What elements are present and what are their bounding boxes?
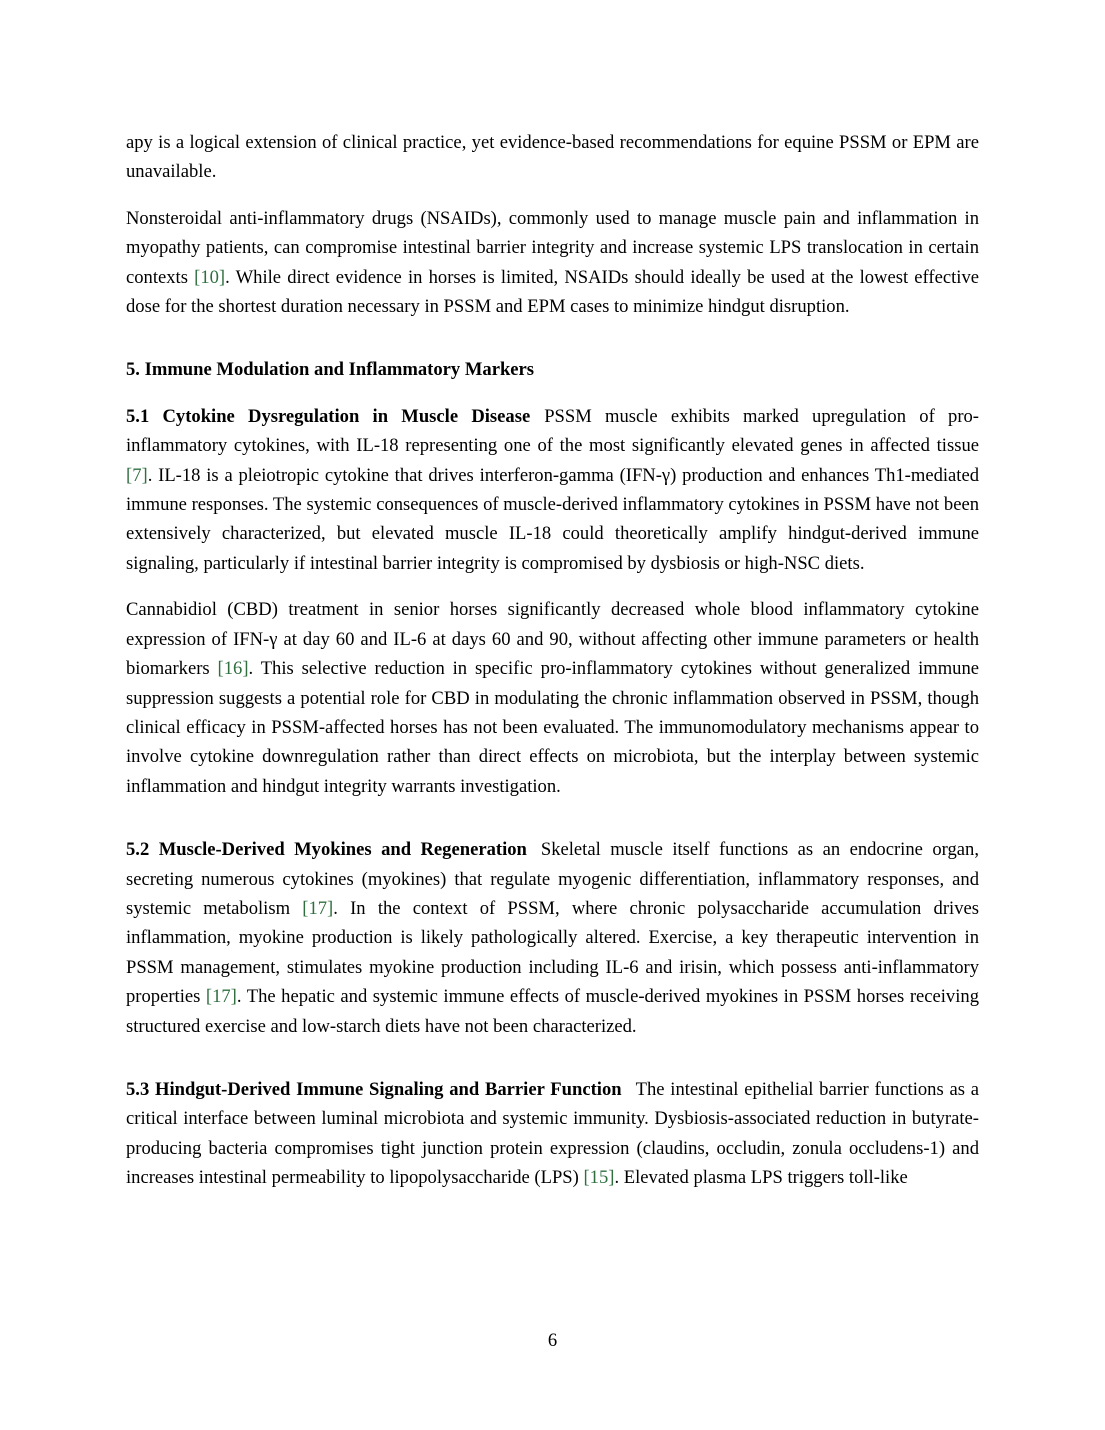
subsection-5-3-text-part-1: The intestinal epithelial barrier functions as a critical interface between luminal microbiota and systemic immunity. Dysbiosis-associated reduction in butyrate-producing bacteria compromises tight junction protein expression (claudins, occludin, zonula occludens-1) and increases intestinal permeability to lipopolysaccharide (LPS)	[126, 1078, 979, 1189]
subsection-5-3-title: 5.3 Hindgut-Derived Immune Signaling and Barrier Function	[126, 1078, 622, 1100]
section-spacer	[126, 321, 979, 355]
paragraph-text-part-1: Cannabidiol (CBD) treatment in senior horses significantly decreased whole blood inflammatory cytokine expression of IFN-γ at day 60 and IL-6 at days 60 and 90, without affecting other immune parameters or health biomarkers	[126, 599, 979, 680]
subsection-5-1-title: 5.1 Cytokine Dysregulation in Muscle Disease	[126, 405, 531, 427]
paragraph-spacer	[126, 187, 979, 204]
citation-link-15[interactable]: [15]	[583, 1167, 615, 1189]
paragraph-spacer	[126, 578, 979, 595]
subsection-5-2-text-part-3: . The hepatic and systemic immune effects of muscle-derived myokines in PSSM horses receiving structured exercise and low-starch diets have not been characterized.	[126, 986, 979, 1037]
page-number: 6	[547, 1330, 558, 1351]
citation-link-17-second[interactable]: [17]	[205, 986, 237, 1008]
subsection-5-1-text-part-1: PSSM muscle exhibits marked upregulation of pro-inflammatory cytokines, with IL-18 representing one of the most significantly elevated genes in affected tissue	[126, 405, 979, 457]
page-content	[126, 128, 979, 1193]
subsection-5-3	[126, 1075, 979, 1193]
paragraph-text-part-1: Nonsteroidal anti-inflammatory drugs (NSAIDs), commonly used to manage muscle pain and inflammation in myopathy patients, can compromise intestinal barrier integrity and increase systemic LPS translocation in certain contexts	[126, 207, 979, 288]
heading-spacer	[126, 385, 979, 402]
subsection-5-2-text-part-1: Skeletal muscle itself functions as an endocrine organ, secreting numerous cytokines (myokines) that regulate myogenic differentiation, inflammatory responses, and systemic metabolism	[126, 839, 979, 919]
subsection-5-1-text-part-2: . IL-18 is a pleiotropic cytokine that drives interferon-gamma (IFN-γ) production and enhances Th1-mediated immune responses. The systemic consequences of muscle-derived inflammatory cytokines in PSSM have not been extensively characterized, but elevated muscle IL-18 could theoretically amplify hindgut-derived immune signaling, particularly if intestinal barrier integrity is compromised by dysbiosis or high-NSC diets.	[126, 464, 979, 574]
paragraph-nsaids	[126, 204, 979, 322]
citation-link-7[interactable]: [7]	[126, 464, 148, 486]
paragraph-continuation	[126, 128, 979, 187]
paragraph-cbd	[126, 595, 979, 801]
subsection-spacer	[126, 801, 979, 835]
subsection-5-2	[126, 835, 979, 1041]
subsection-5-1	[126, 402, 979, 578]
paragraph-text: apy is a logical extension of clinical practice, yet evidence-based recommendations for equine PSSM or EPM are unavailable.	[126, 132, 979, 183]
subsection-spacer	[126, 1041, 979, 1075]
subsection-5-2-title: 5.2 Muscle-Derived Myokines and Regeneration	[126, 839, 527, 861]
citation-link-17-first[interactable]: [17]	[302, 897, 334, 919]
subsection-5-2-text-part-2: . In the context of PSSM, where chronic polysaccharide accumulation drives inflammation, myokine production is likely pathologically altered. Exercise, a key therapeutic intervention in PSSM management, stimulates myokine production including IL-6 and irisin, which possess anti-inflammatory properties	[126, 897, 979, 1008]
section-heading-5: 5. Immune Modulation and Inflammatory Markers	[126, 359, 535, 381]
subsection-5-3-text-part-2: . Elevated plasma LPS triggers toll-like	[614, 1167, 908, 1189]
paragraph-text-part-2: . While direct evidence in horses is limited, NSAIDs should ideally be used at the lowest effective dose for the shortest duration necessary in PSSM and EPM cases to minimize hindgut disruption.	[126, 266, 979, 318]
citation-link-10[interactable]: [10]	[194, 266, 226, 288]
citation-link-16[interactable]: [16]	[217, 658, 249, 680]
paragraph-text-part-2: . This selective reduction in specific pro-inflammatory cytokines without generalized immune suppression suggests a potential role for CBD in modulating the chronic inflammation observed in PSSM, though clinical efficacy in PSSM-affected horses has not been evaluated. The immunomodulatory mechanisms appear to involve cytokine downregulation rather than direct effects on microbiota, but the interplay between systemic inflammation and hindgut integrity warrants investigation.	[126, 658, 980, 797]
